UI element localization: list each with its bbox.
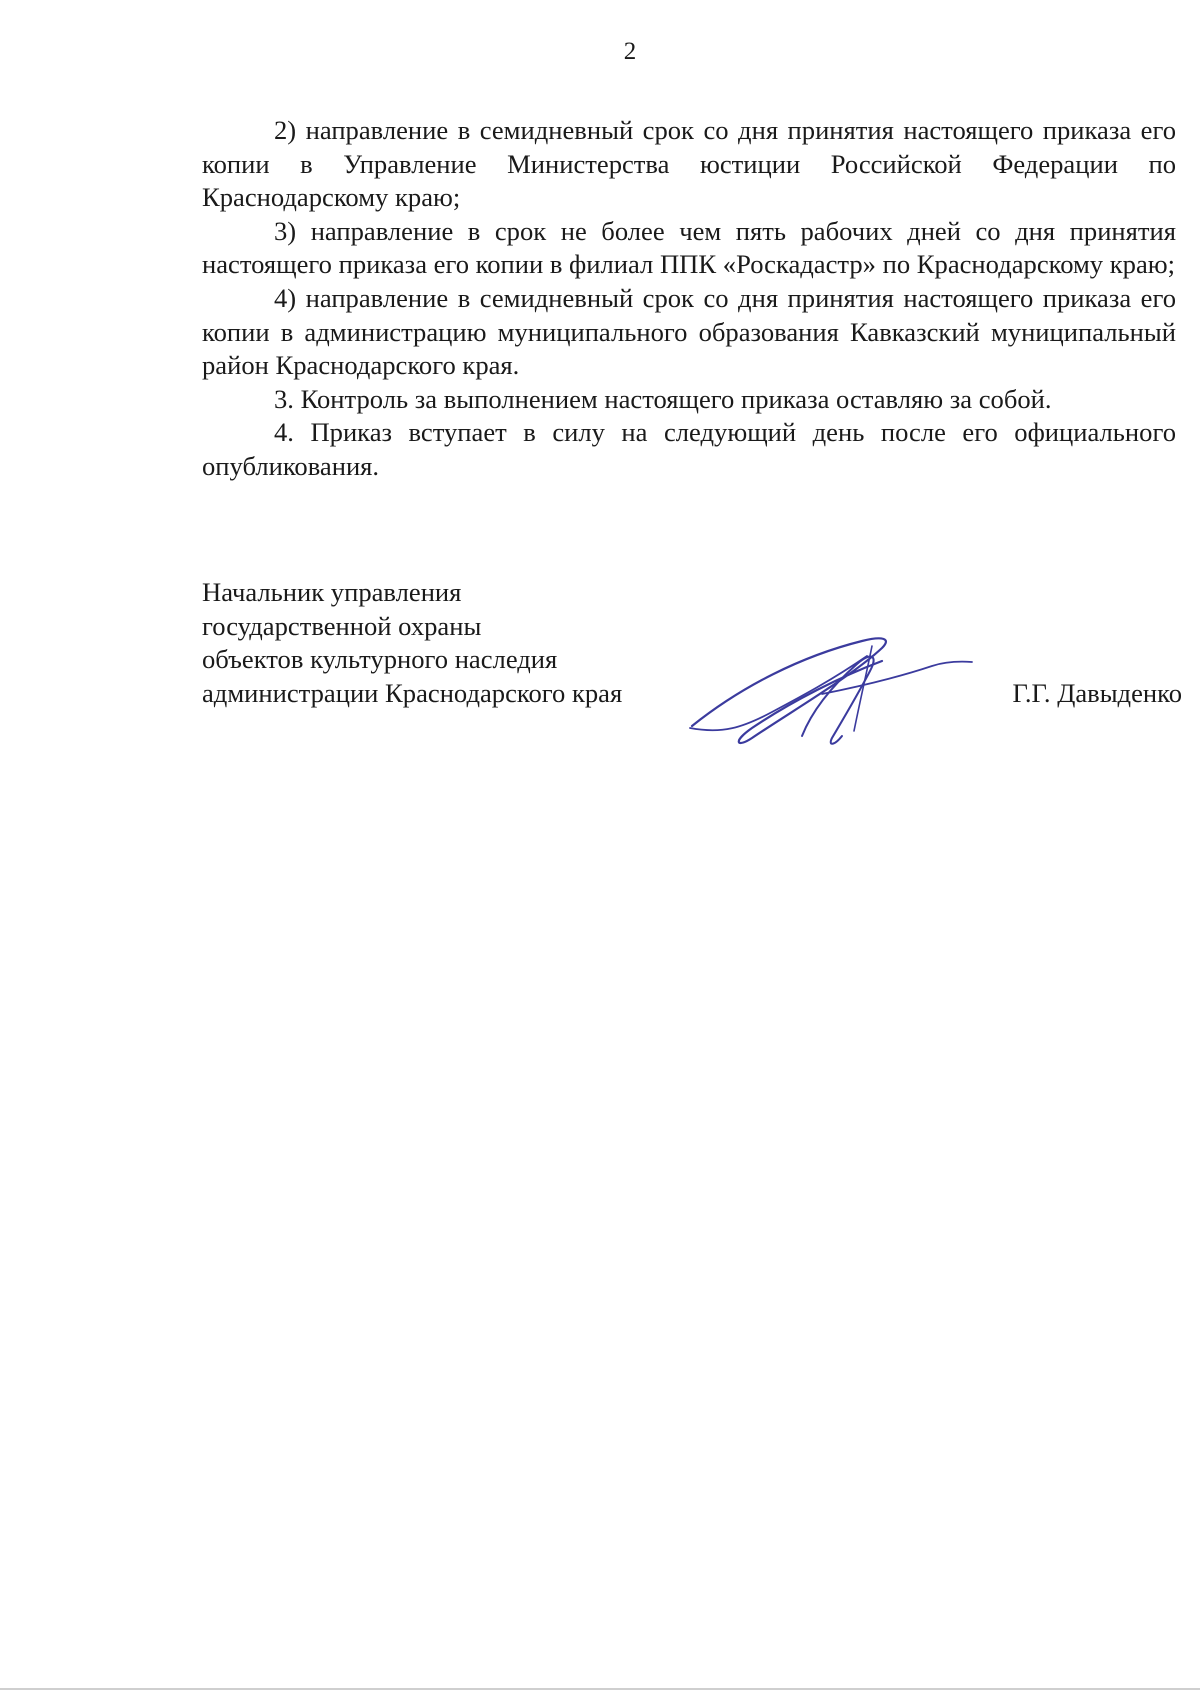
page-number: 2 (623, 38, 637, 65)
scan-bottom-edge (0, 1688, 1200, 1690)
signer-position (202, 576, 682, 710)
signer-position-line: государственной охраны (202, 610, 482, 641)
handwritten-signature (682, 616, 1002, 756)
paragraph-item-2: 2) направление в семидневный срок со дня принятия настоящего приказа его копии в Управление Министерства юстиции Российской Федерации по Краснодарскому краю; (202, 115, 1176, 213)
paragraph-control: 3. Контроль за выполнением настоящего приказа оставляю за собой. (274, 383, 1052, 414)
signature-block (202, 576, 1182, 776)
paragraph-item-3: 3) направление в срок не более чем пять рабочих дней со дня принятия настоящего приказа его копии в филиал ППК «Роскадастр» по Краснодарскому краю; (202, 215, 1176, 280)
signer-position-line: администрации Краснодарского края (202, 677, 623, 708)
signer-name: Г.Г. Давыденко (1012, 678, 1182, 708)
signer-position-line: Начальник управления (202, 577, 462, 607)
paragraph-effective-date: 4. Приказ вступает в силу на следующий день после его официального опубликования. (202, 417, 1176, 481)
document-body (202, 114, 1176, 484)
paragraph-item-4: 4) направление в семидневный срок со дня принятия настоящего приказа его копии в администрацию муниципального образования Кавказский муниципальный район Краснодарского края. (202, 282, 1176, 381)
signature-strokes (690, 638, 972, 743)
signer-position-line: объектов культурного наследия (202, 644, 558, 675)
